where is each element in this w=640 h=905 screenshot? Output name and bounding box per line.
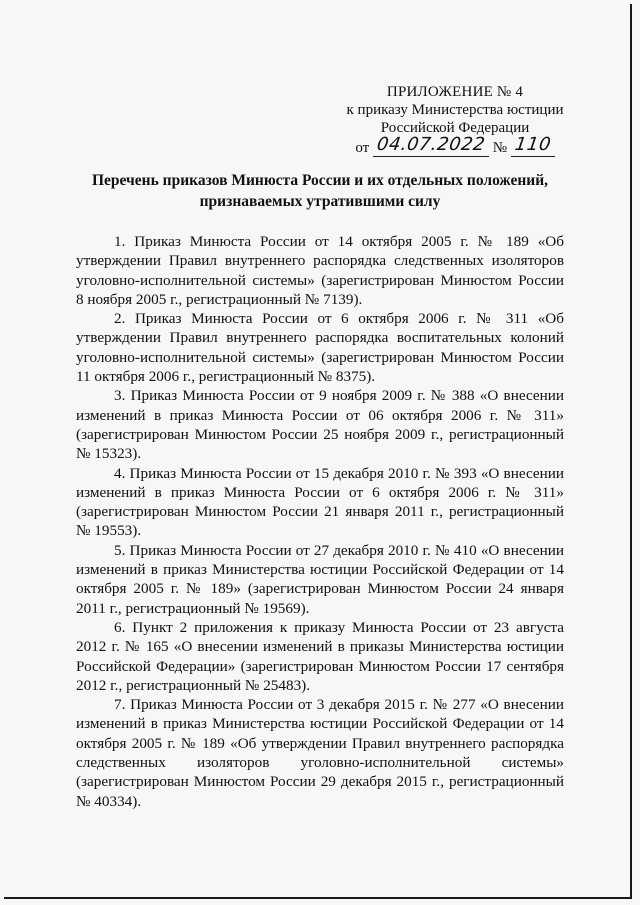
number-label: № (492, 140, 508, 156)
handwritten-number: 110 (513, 134, 553, 155)
item-number: 4. (114, 464, 126, 482)
heading-line-2: признаваемых утратившими силу (199, 193, 441, 210)
list-item (76, 309, 564, 386)
list-item (76, 386, 564, 463)
item-text: Приказ Минюста России от 27 декабря 2010 г. № 410 «О внесении изменений в приказ Министерства юстиции Российской Федерации от 14 октября 2005 г. № 189» (зарегистрирован Минюстом России 24 января 2011 г., регистрационный № 19569). (76, 541, 565, 617)
list-item (76, 695, 564, 811)
date-field (373, 134, 489, 157)
appendix-line-1: к приказу Министерства юстиции (346, 102, 564, 118)
list-item (76, 464, 564, 541)
list-item (76, 232, 564, 309)
item-number: 5. (114, 541, 126, 559)
item-number: 1. (114, 233, 126, 250)
list-item (76, 541, 564, 618)
number-field (511, 134, 555, 157)
list-item (76, 618, 564, 695)
item-text: Приказ Минюста России от 3 декабря 2015 г. № 277 «О внесении изменений в приказ Министерства юстиции Российской Федерации от 14 октября 2005 г. № 189 «Об утверждении Правил внутреннего распорядка следственных изоляторов уголовно-исполнительной системы» (зарегистрирован Минюстом России 29 декабря 2015 г., регистрационный № 40334). (76, 696, 565, 810)
heading-line-1: Перечень приказов Минюста России и их отдельных положений, (91, 172, 549, 189)
item-number: 3. (114, 387, 126, 405)
document-heading (60, 170, 580, 212)
from-label: от (355, 140, 370, 156)
item-number: 6. (114, 618, 126, 636)
appendix-date-number-line (340, 134, 570, 159)
item-text: Приказ Минюста России от 9 ноября 2009 г. № 388 «О внесении изменений в приказ Минюста России от 06 октября 2006 г. № 311» (зарегистрирован Минюстом России 25 ноября 2009 г., регистрационный № 15323). (76, 387, 565, 463)
item-number: 7. (114, 696, 126, 714)
appendix-line-2: Российской Федерации (380, 120, 530, 136)
appendix-header (340, 83, 570, 159)
appendix-title: ПРИЛОЖЕНИЕ № 4 (386, 84, 524, 100)
item-number: 2. (114, 310, 126, 328)
item-text: Приказ Минюста России от 6 октября 2006 г. № 311 «Об утверждении Правил внутреннего распорядка воспитательных колоний уголовно-исполнительной системы» (зарегистрирован Минюстом России 11 октября 2006 г., регистрационный № 8375). (76, 310, 565, 386)
orders-list (76, 232, 564, 811)
handwritten-date: 04.07.2022 (375, 134, 487, 155)
item-text: Пункт 2 приложения к приказу Минюста России от 23 августа 2012 г. № 165 «О внесении изменений в приказы Министерства юстиции Российской Федерации» (зарегистрирован Минюстом России 17 сентября 2012 г., регистрационный № 25483). (76, 618, 564, 694)
item-text: Приказ Минюста России от 15 декабря 2010 г. № 393 «О внесении изменений в приказ Минюста России от 6 октября 2006 г. № 311» (зарегистрирован Минюстом России 21 января 2011 г., регистрационный № 19553). (76, 464, 565, 540)
item-text: Приказ Минюста России от 14 октября 2005 г. № 189 «Об утверждении Правил внутреннего распорядка следственных изоляторов уголовно-исполнительной системы» (зарегистрирован Минюстом России 8 ноября 2005 г., регистрационный № 7139). (76, 233, 564, 308)
